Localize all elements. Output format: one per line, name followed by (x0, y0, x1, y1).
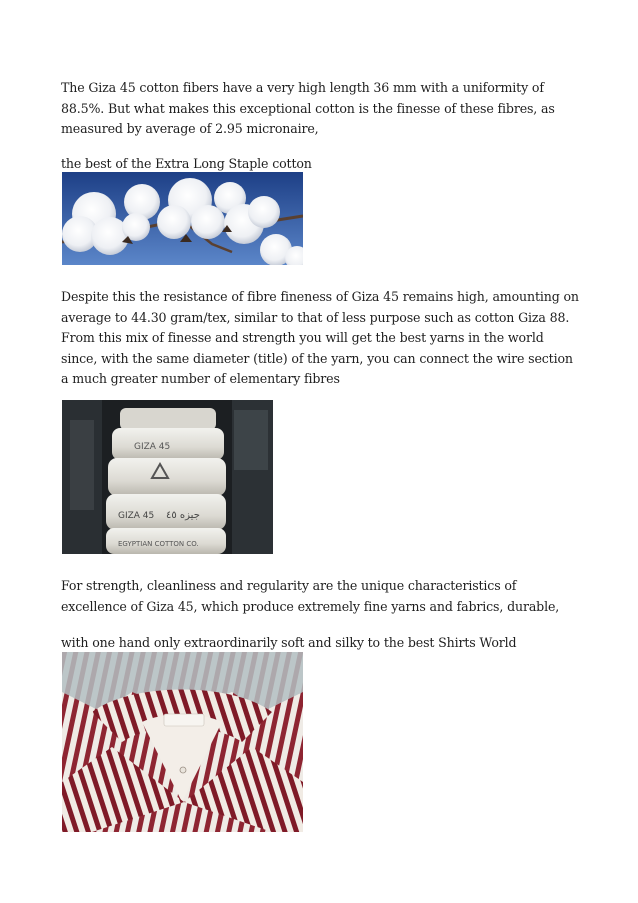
paragraph-strength-cleanliness: For strength, cleanliness and regularity are the unique characteristics of excellence of Giza 45, which produce extremely fine yarns and fabrics, durable, (61, 578, 560, 614)
cotton-bales-photo (62, 400, 273, 554)
bale-label-top: GIZA 45 (134, 442, 171, 452)
bale-label-arabic: جيزه ٤٥ (166, 510, 200, 521)
bale-label-mid: GIZA 45 (118, 511, 155, 521)
paragraph-soft-silky: with one hand only extraordinarily soft and silky to the best Shirts World (61, 635, 517, 650)
striped-shirt-photo (62, 652, 303, 832)
bale-label-bottom: EGYPTIAN COTTON CO. (118, 540, 199, 548)
cotton-bolls-photo (62, 172, 303, 265)
paragraph-fibre-resistance: Despite this the resistance of fibre fineness of Giza 45 remains high, amounting on average to 44.30 gram/tex, similar to that of less purpose such as cotton Giza 88. From this mix of finesse and strength you will get the best yarns in the world since, with the same diameter (title) of the yarn, you can connect the wire section a much greater number of elementary fibres (61, 289, 579, 387)
paragraph-extra-long-staple: the best of the Extra Long Staple cotton (61, 156, 312, 171)
paragraph-fiber-length: The Giza 45 cotton fibers have a very high length 36 mm with a uniformity of 88.5%. But what makes this exceptional cotton is the finesse of these fibres, as measured by average of 2.95 micronaire, (61, 80, 555, 137)
